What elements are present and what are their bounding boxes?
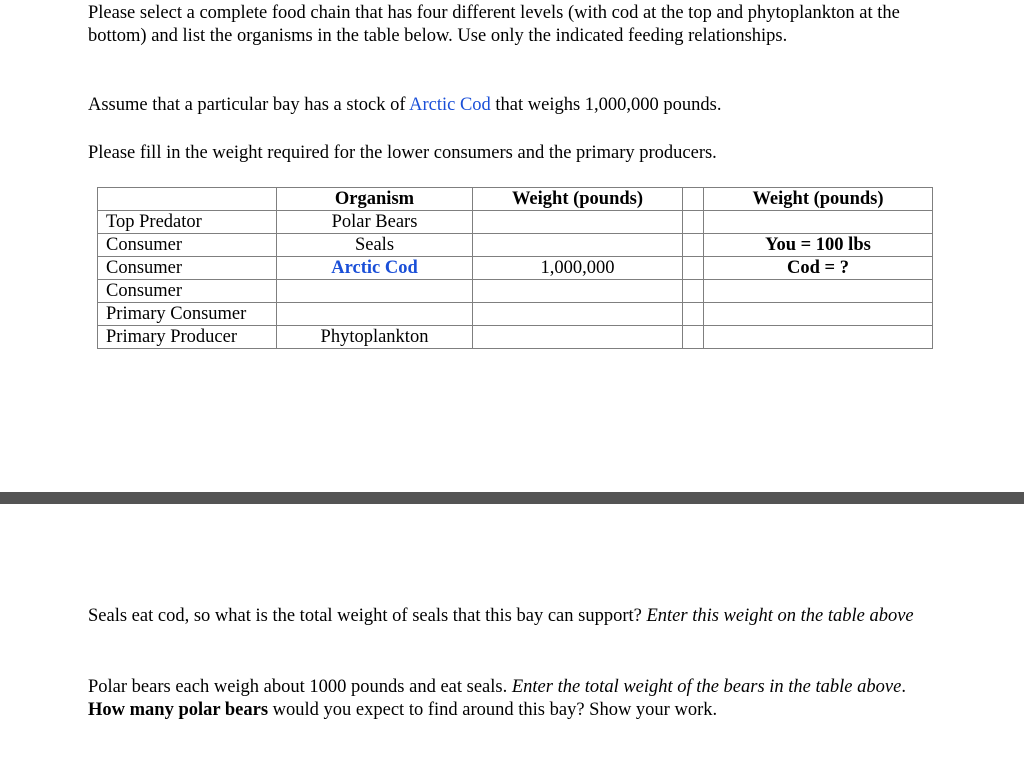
gap-cell: [683, 188, 704, 211]
organism-cell[interactable]: Polar Bears: [277, 211, 473, 234]
weight-cell[interactable]: [473, 234, 683, 257]
weight-cell[interactable]: [473, 211, 683, 234]
level-cell: Consumer: [98, 234, 277, 257]
seals-question-instruction: Enter this weight on the table above: [646, 606, 914, 626]
side-cell[interactable]: [704, 303, 933, 326]
instruction-paragraph: [88, 142, 938, 165]
organism-cell[interactable]: Seals: [277, 234, 473, 257]
side-cell[interactable]: [704, 280, 933, 303]
bears-question: [88, 676, 938, 722]
table-row: [98, 303, 933, 326]
side-cell[interactable]: [704, 326, 933, 349]
header-weight: Weight (pounds): [473, 188, 683, 211]
table-row: [98, 211, 933, 234]
gap-cell: [683, 257, 704, 280]
assume-text-before: Assume that a particular bay has a stock of: [88, 95, 410, 115]
level-cell: Consumer: [98, 257, 277, 280]
arctic-cod-highlight: Arctic Cod: [409, 95, 491, 115]
weight-cell[interactable]: [473, 326, 683, 349]
weight-cell[interactable]: [473, 280, 683, 303]
weight-cell[interactable]: 1,000,000: [473, 257, 683, 280]
instruction-text: Please fill in the weight required for the lower consumers and the primary producers.: [88, 143, 717, 163]
intro-paragraph: [88, 2, 938, 48]
assume-paragraph: [88, 94, 938, 117]
side-cell[interactable]: Cod = ?: [704, 257, 933, 280]
level-cell: Consumer: [98, 280, 277, 303]
header-organism: Organism: [277, 188, 473, 211]
bears-question-text: Polar bears each weigh about 1000 pounds and eat seals.: [88, 677, 512, 697]
table-row: [98, 326, 933, 349]
table-row: [98, 280, 933, 303]
organism-cell[interactable]: Phytoplankton: [277, 326, 473, 349]
side-cell[interactable]: You = 100 lbs: [704, 234, 933, 257]
organism-cell-arctic-cod[interactable]: Arctic Cod: [277, 257, 473, 280]
gap-cell: [683, 211, 704, 234]
gap-cell: [683, 234, 704, 257]
table-header-row: [98, 188, 933, 211]
weight-cell[interactable]: [473, 303, 683, 326]
intro-text: Please select a complete food chain that has four different levels (with cod at the top and phytoplankton at the bottom) and list the organisms in the table below. Use only the indicated feeding relationships.: [88, 3, 900, 46]
level-cell: Primary Producer: [98, 326, 277, 349]
seals-question: [88, 605, 938, 628]
seals-question-text: Seals eat cod, so what is the total weight of seals that this bay can support?: [88, 606, 647, 626]
side-cell[interactable]: [704, 211, 933, 234]
organism-cell[interactable]: [277, 280, 473, 303]
level-cell: Primary Consumer: [98, 303, 277, 326]
organism-cell[interactable]: [277, 303, 473, 326]
bears-question-instruction: Enter the total weight of the bears in the table above: [511, 677, 902, 697]
table-row: [98, 257, 933, 280]
gap-cell: [683, 326, 704, 349]
level-cell: Top Predator: [98, 211, 277, 234]
table-row: [98, 234, 933, 257]
header-weight-2: Weight (pounds): [704, 188, 933, 211]
bears-question-end: would you expect to find around this bay? Show your work.: [268, 700, 718, 720]
gap-cell: [683, 280, 704, 303]
bears-question-bold: How many polar bears: [88, 700, 269, 720]
food-chain-table: [97, 187, 933, 349]
header-level-cell: [98, 188, 277, 211]
assume-text-after: that weighs 1,000,000 pounds.: [490, 95, 722, 115]
bears-question-period: .: [901, 677, 906, 697]
gap-cell: [683, 303, 704, 326]
page-divider: [0, 492, 1024, 504]
